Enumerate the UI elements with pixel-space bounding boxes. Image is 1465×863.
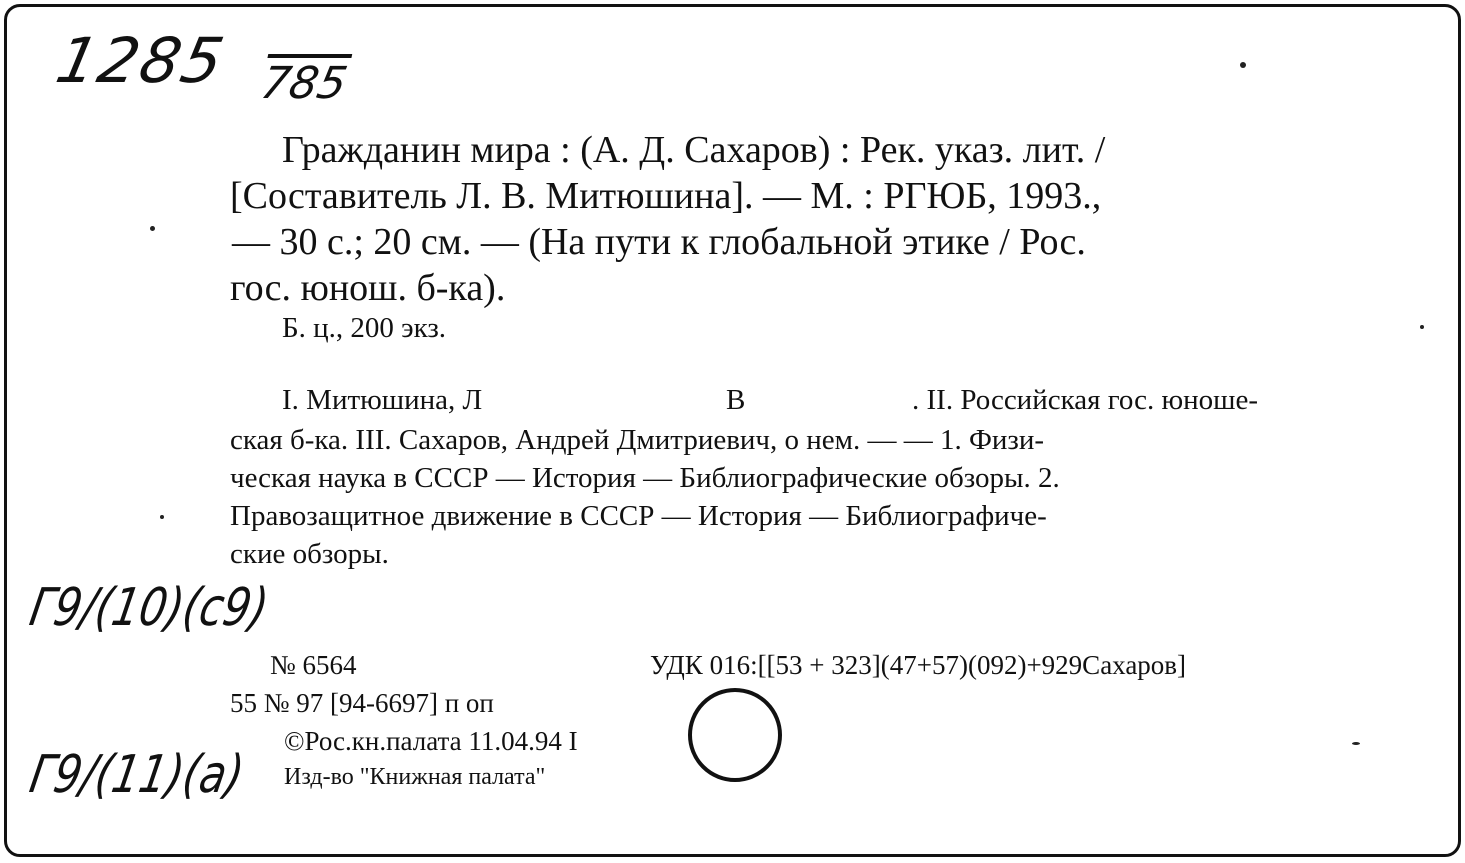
heading-line-2: ская б-ка. III. Сахаров, Андрей Дмитриевич, о нем. — — 1. Физи- xyxy=(230,424,1045,456)
copyright-line: ©Рос.кн.палата 11.04.94 I xyxy=(284,726,578,756)
handwritten-alt-number: 785 xyxy=(256,58,352,109)
speck xyxy=(1352,742,1360,745)
stamp-circle xyxy=(688,688,782,782)
heading-line-3: ческая наука в СССР — История — Библиографические обзоры. 2. xyxy=(230,462,1060,494)
card-number: № 6564 xyxy=(270,650,357,680)
handwritten-shelf-mark-2: Г9/(11)(а) xyxy=(25,745,249,805)
speck xyxy=(1420,325,1424,329)
speck xyxy=(160,515,164,519)
entry-line-1: Гражданин мира : (А. Д. Сахаров) : Рек. указ. лит. / xyxy=(282,129,1106,171)
heading-line-4: Правозащитное движение в СССР — История — Библиографиче- xyxy=(230,500,1047,532)
publisher-line: Изд-во "Книжная палата" xyxy=(284,764,546,790)
speck xyxy=(150,226,155,231)
entry-line-2: [Составитель Л. В. Митюшина]. — М. : РГЮБ, 1993., xyxy=(230,175,1102,217)
entry-line-3: — 30 с.; 20 см. — (На пути к глобальной этике / Рос. xyxy=(232,221,1086,263)
heading-line-1a: I. Митюшина, Л xyxy=(282,384,483,416)
entry-line-4: гос. юнош. б-ка). xyxy=(230,267,506,309)
handwritten-accession-number: 1285 xyxy=(50,24,232,97)
speck xyxy=(1240,62,1246,68)
heading-line-1c: . II. Российская гос. юноше- xyxy=(912,384,1259,416)
footer-line-2: 55 № 97 [94-6697] п оп xyxy=(230,688,494,718)
heading-line-5: ские обзоры. xyxy=(230,538,389,570)
handwritten-shelf-mark-1: Г9/(10)(с9) xyxy=(25,578,273,638)
heading-line-1b: В xyxy=(726,384,746,416)
entry-price: Б. ц., 200 экз. xyxy=(282,312,447,344)
udc-code: УДК 016:[[53 + 323](47+57)(092)+929Сахаров] xyxy=(650,650,1187,680)
